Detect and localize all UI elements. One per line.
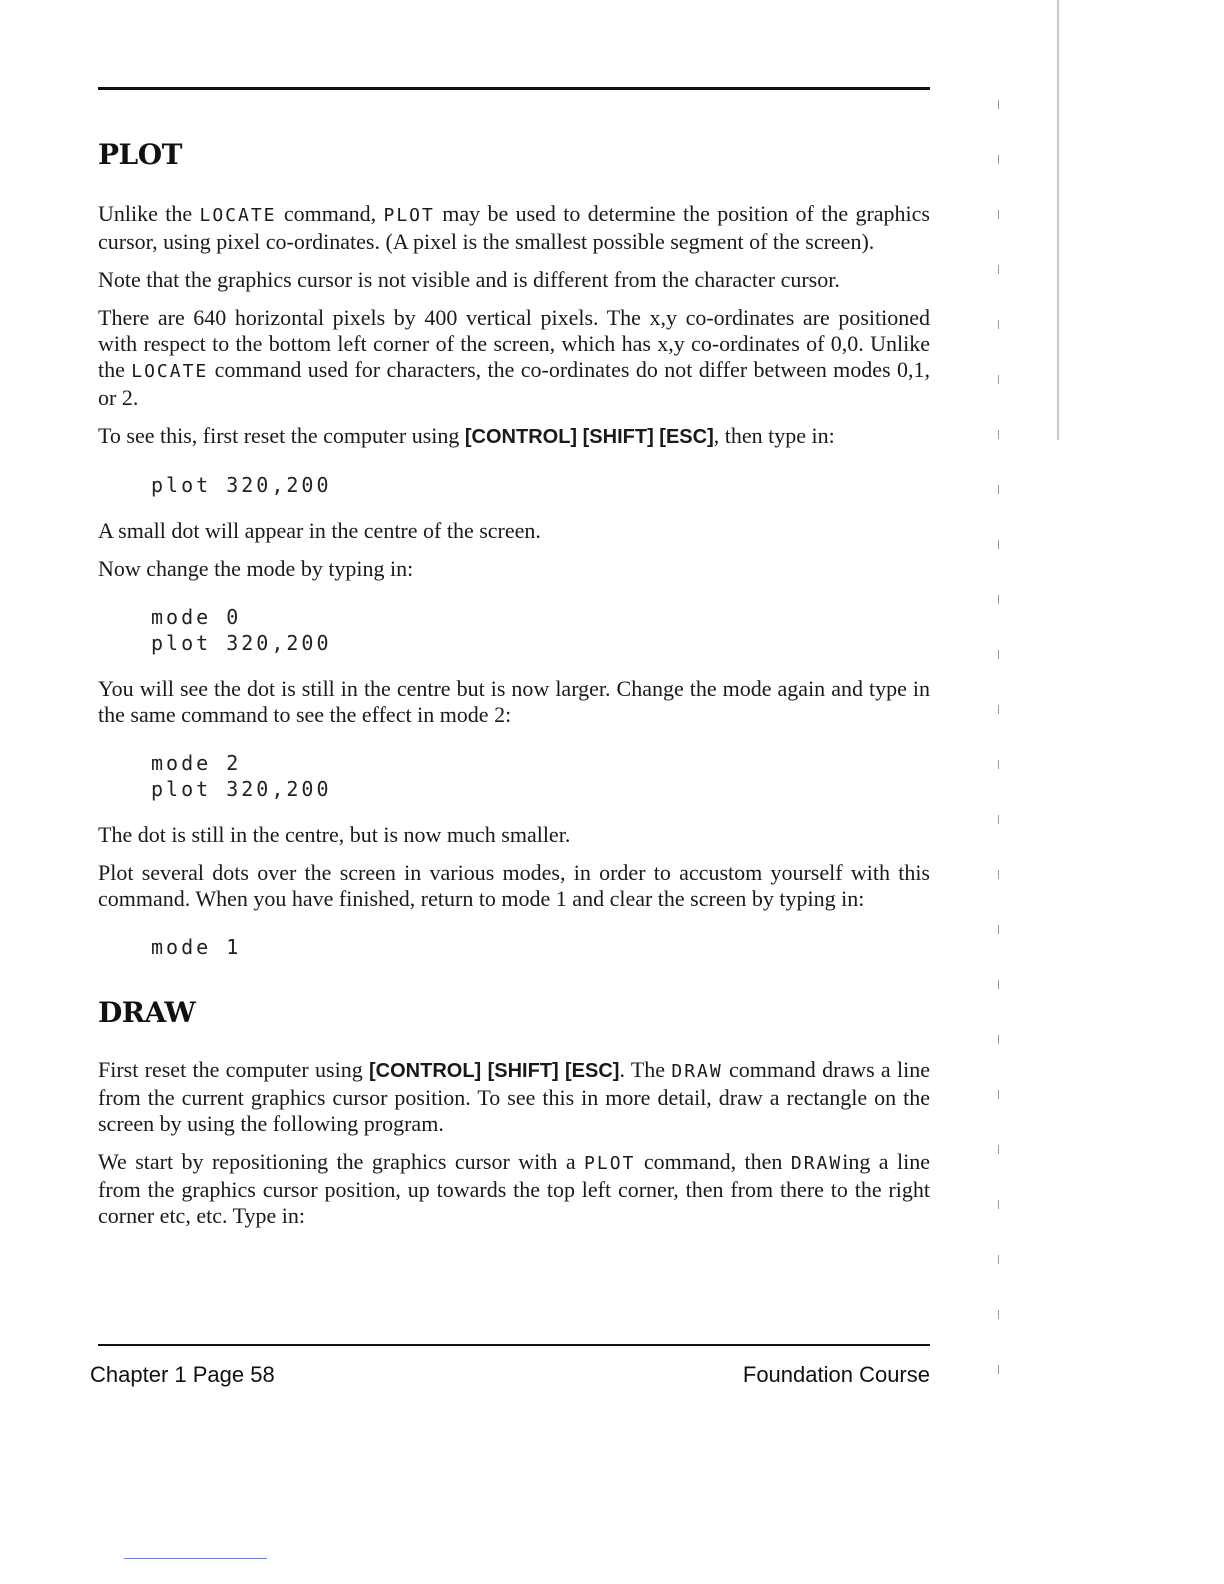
code-line: mode 0: [151, 605, 242, 629]
key-combination: [CONTROL] [SHIFT] [ESC]: [464, 426, 714, 448]
plot-paragraph-4: To see this, first reset the computer using [CONTROL] [SHIFT] [ESC], then type in:: [98, 423, 835, 448]
top-rule: [98, 87, 930, 90]
code-block-3: [151, 750, 930, 802]
code-line: plot 320,200: [151, 631, 332, 655]
plot-paragraph-5: A small dot will appear in the centre of the screen.: [98, 518, 541, 543]
code-line: mode 2: [151, 751, 242, 775]
command-draw: DRAW: [790, 1153, 843, 1174]
code-block-4: [151, 934, 930, 960]
plot-paragraph-8: The dot is still in the centre, but is now much smaller.: [98, 822, 571, 847]
command-locate: LOCATE: [199, 205, 277, 226]
footer-chapter-page: Chapter 1 Page 58: [90, 1362, 275, 1387]
command-draw: DRAW: [671, 1061, 723, 1082]
footer-course-title: Foundation Course: [742, 1362, 930, 1387]
draw-paragraph-2: We start by repositioning the graphics cursor with a PLOT command, then DRAWing a line from the graphics cursor position, up towards the top left corner, then from there to the right corner etc, etc. Type in:: [98, 1149, 930, 1228]
code-block-2: [151, 604, 930, 656]
command-locate: LOCATE: [131, 361, 209, 382]
plot-paragraph-9: Plot several dots over the screen in various modes, in order to accustom yourself with this command. When you have finished, return to mode 1 and clear the screen by typing in:: [98, 860, 930, 911]
bottom-underline: [124, 1558, 267, 1559]
heading-draw: DRAW: [98, 996, 196, 1029]
plot-paragraph-2: Note that the graphics cursor is not visible and is different from the character cursor.: [98, 267, 840, 292]
plot-paragraph-1: Unlike the LOCATE command, PLOT may be used to determine the position of the graphics cursor, using pixel co-ordinates. (A pixel is the smallest possible segment of the screen).: [98, 201, 930, 254]
plot-paragraph-3: There are 640 horizontal pixels by 400 vertical pixels. The x,y co-ordinates are positioned with respect to the bottom left corner of the screen, which has x,y co-ordinates of 0,0. Unlike the LOCATE command used for characters, the co-ordinates do not differ between modes 0,1, or 2.: [98, 305, 930, 410]
code-line: plot 320,200: [151, 777, 332, 801]
command-plot: PLOT: [584, 1153, 636, 1174]
key-combination: [CONTROL] [SHIFT] [ESC]: [369, 1060, 620, 1082]
plot-paragraph-7: You will see the dot is still in the centre but is now larger. Change the mode again and type in the same command to see the effect in mode 2:: [98, 676, 930, 727]
scan-edge-line: [1057, 0, 1059, 440]
draw-paragraph-1: First reset the computer using [CONTROL] [SHIFT] [ESC]. The DRAW command draws a line from the current graphics cursor position. To see this in more detail, draw a rectangle on the screen by using the following program.: [98, 1057, 930, 1136]
code-line: plot 320,200: [151, 473, 332, 497]
heading-plot: PLOT: [98, 138, 182, 171]
command-plot: PLOT: [383, 205, 435, 226]
plot-paragraph-6: Now change the mode by typing in:: [98, 556, 414, 581]
code-block-1: [151, 472, 930, 498]
bottom-rule: [98, 1344, 930, 1346]
page-content: [98, 138, 930, 1229]
code-line: mode 1: [151, 935, 242, 959]
margin-marks: [996, 100, 1006, 1390]
